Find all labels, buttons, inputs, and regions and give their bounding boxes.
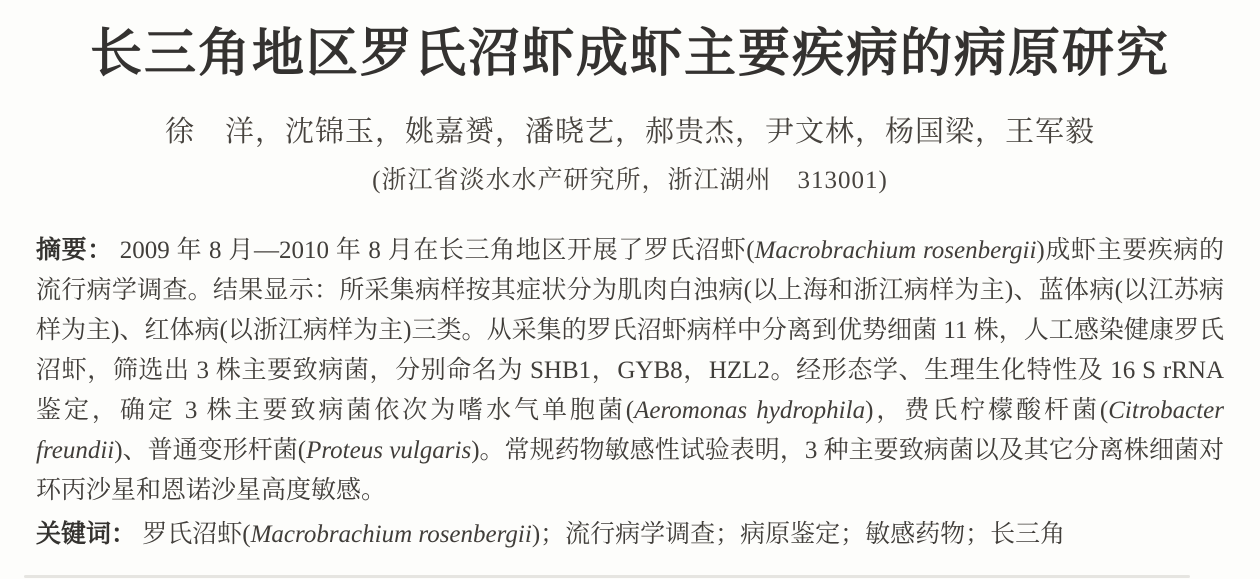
abstract-paragraph <box>36 230 1224 511</box>
abstract-label: 摘要： <box>36 236 113 264</box>
species-name-italic: Citrobacter freundii <box>36 397 1224 464</box>
keywords-label: 关键词： <box>36 520 137 548</box>
species-name-italic: Macrobrachium rosenbergii <box>250 521 532 548</box>
paper-title: 长三角地区罗氏沼虾成虾主要疾病的病原研究 <box>89 25 1170 83</box>
text-segment: 罗氏沼虾( <box>142 521 251 548</box>
keywords-text <box>142 521 1065 548</box>
authors-line: 徐 洋，沈锦玉，姚嘉赟，潘晓艺，郝贵杰，尹文林，杨国梁，王军毅 <box>164 116 1095 148</box>
species-name-italic: Aeromonas hydrophila <box>634 397 866 424</box>
affiliation-line: (浙江省淡水水产研究所，浙江湖州 313001) <box>372 167 888 194</box>
text-segment: )、普通变形杆菌( <box>114 437 307 464</box>
text-segment: )。常规药物敏感性试验表明，3 种主要致病菌以及其它分离株细菌对环丙沙星和恩诺沙星高度敏感。 <box>36 437 1225 504</box>
species-name-italic: Macrobrachium rosenbergii <box>754 237 1037 264</box>
abstract-text <box>36 237 1224 504</box>
species-name-italic: Proteus vulgaris <box>306 437 472 464</box>
text-segment: )，费氏柠檬酸杆菌( <box>865 397 1109 424</box>
text-segment: 2009 年 8 月—2010 年 8 月在长三角地区开展了罗氏沼虾( <box>119 237 755 264</box>
text-segment: )；流行病学调查；病原鉴定；敏感药物；长三角 <box>531 521 1066 548</box>
scan-artifact <box>24 575 1190 578</box>
keywords-paragraph <box>36 514 1224 555</box>
text-segment: )成虾主要疾病的流行病学调查。结果显示：所采集病样按其症状分为肌肉白浊病(以上海和浙江病样为主)、蓝体病(以江苏病样为主)、红体病(以浙江病样为主)三类。从采集的罗氏沼虾病样中分离到优势细菌 11 株，人工感染健康罗氏沼虾，筛选出 3 株主要致病菌，分别命名为 SHB1，GYB8，HZL2。经形态学、生理生化特性及 16 S rRNA 鉴定，确定 3 株主要致病菌依次为嗜水气单胞菌( <box>36 237 1225 424</box>
